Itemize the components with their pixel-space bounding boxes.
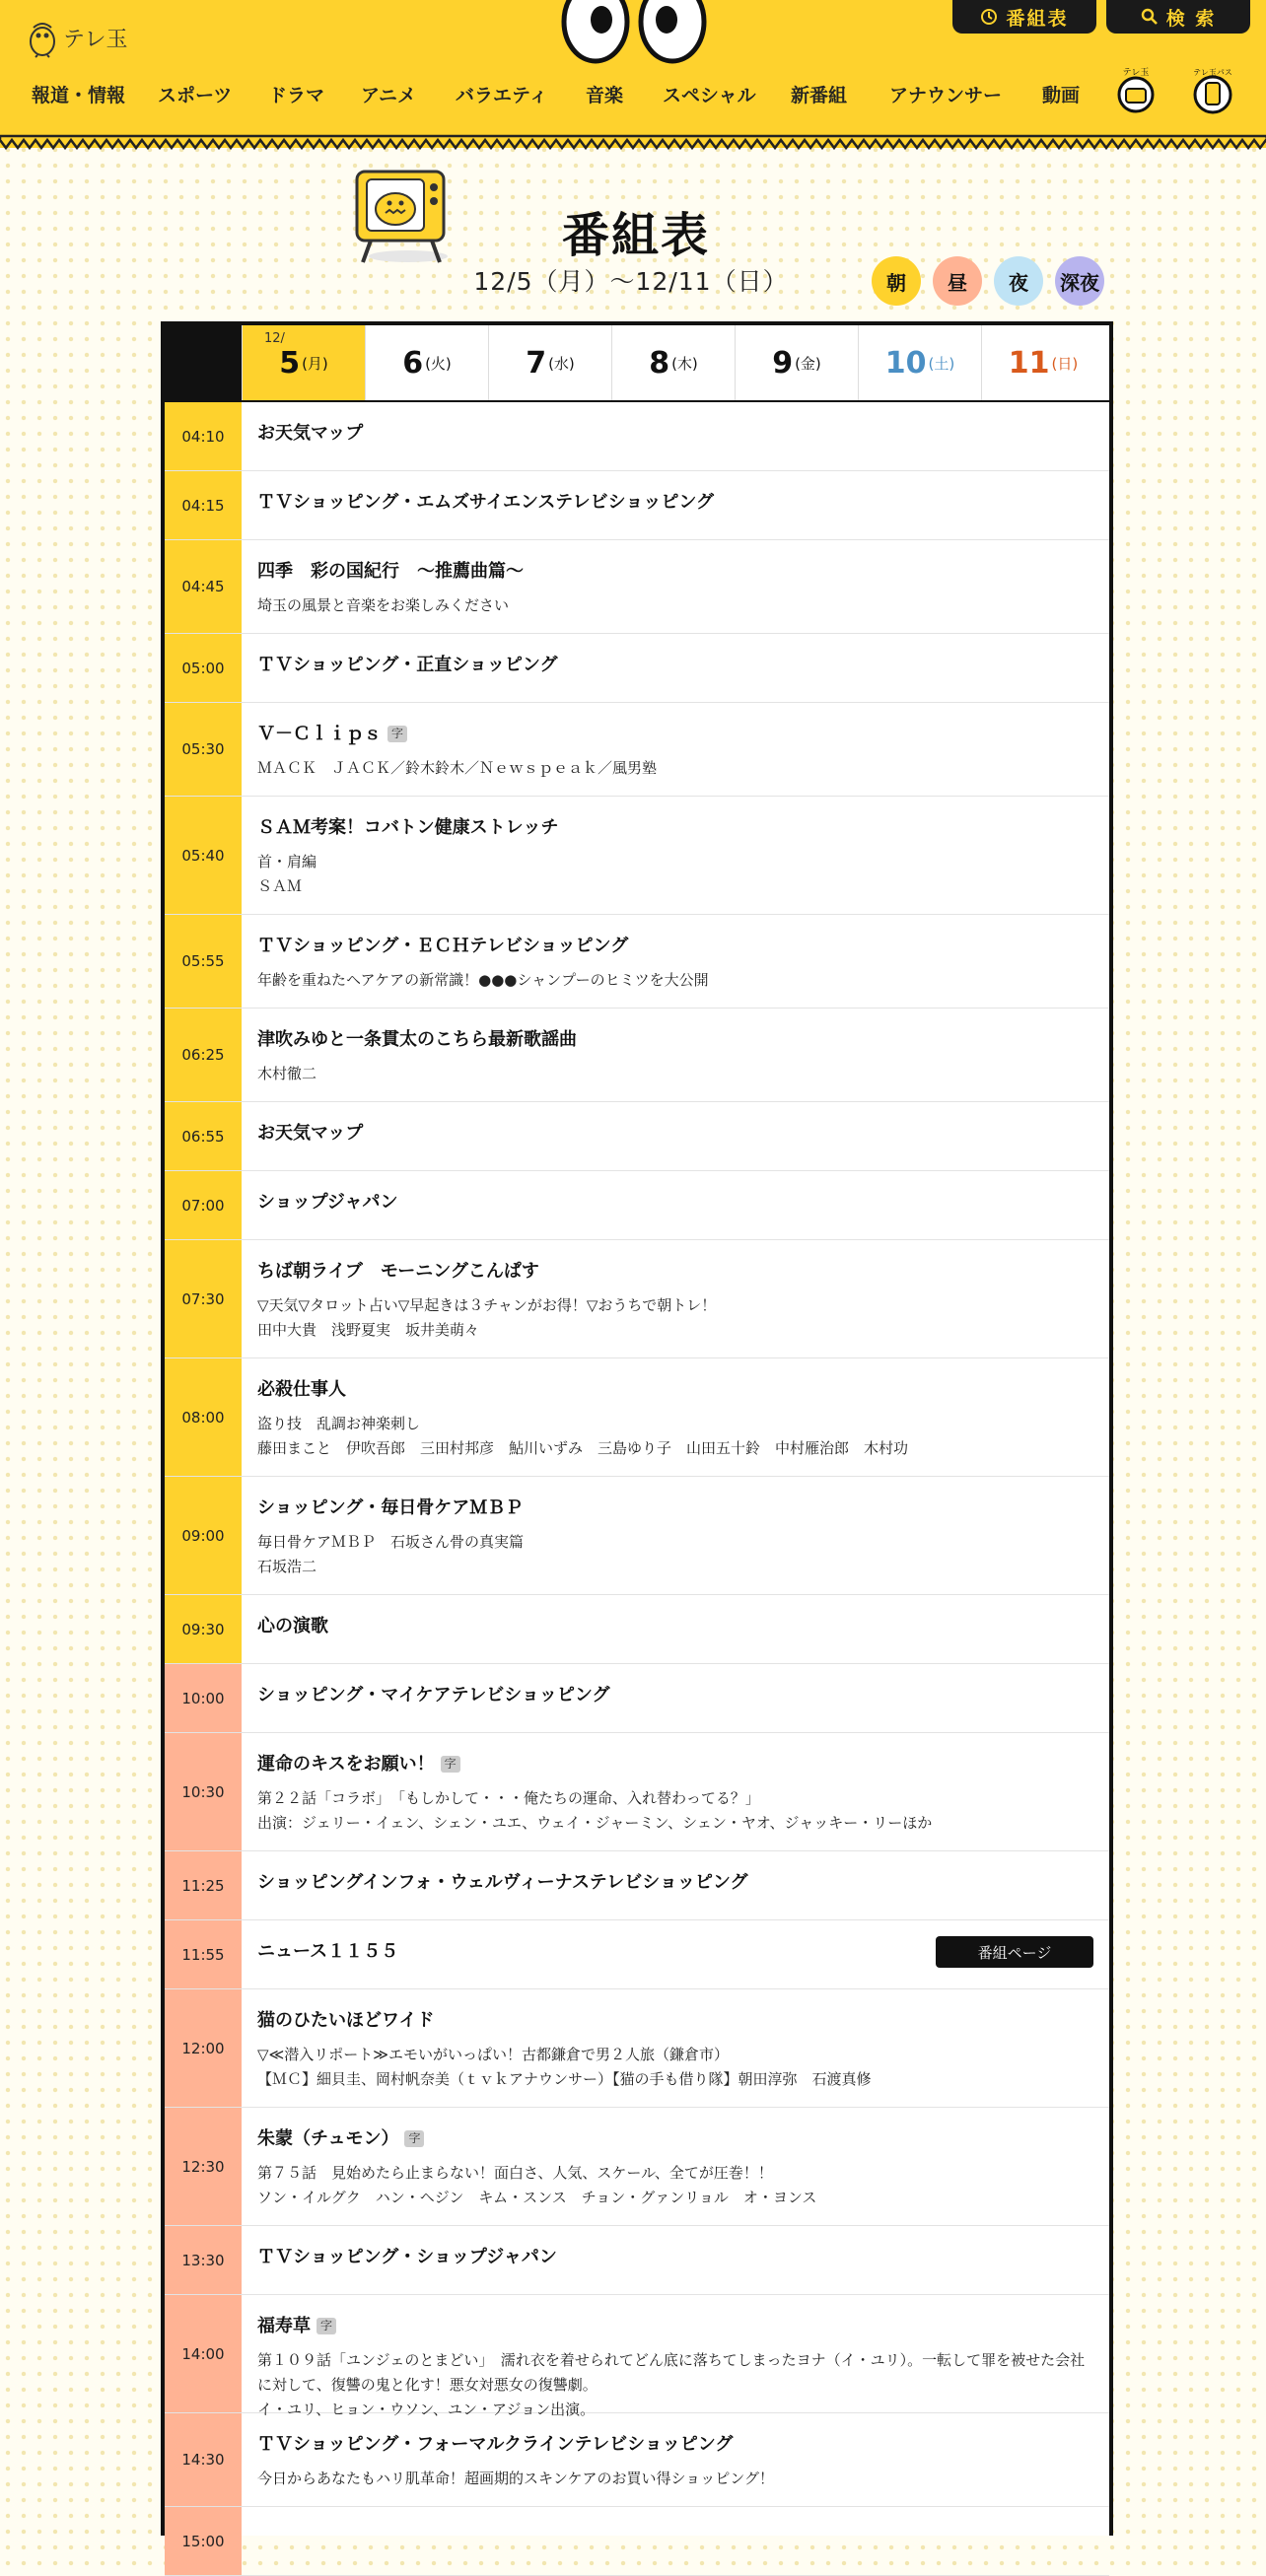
day-number: 11 — [1008, 345, 1050, 381]
program-row[interactable] — [165, 1989, 1109, 2108]
day-weekday: (木) — [671, 354, 698, 373]
program-title[interactable] — [257, 1753, 1093, 1776]
day-tab-9[interactable] — [735, 325, 858, 400]
program-time: 15:00 — [165, 2507, 242, 2575]
search-button[interactable] — [1106, 0, 1250, 34]
program-time: 14:00 — [165, 2295, 242, 2412]
nav-sports[interactable]: スポーツ — [158, 85, 233, 106]
program-description: 第１０９話「ユンジェのとまどい」 濡れ衣を着せられてどん底に落ちてしまったヨナ（イ・ユリ）。一転して罪を被せた会社に対して、復讐の鬼と化す！悪女対悪女の復讐劇。 イ・ユリ、ヒョン・ウソン、ユン・アジョン出演。 — [257, 2351, 1086, 2418]
program-time: 10:30 — [165, 1733, 242, 1850]
program-description: 首・肩編 ＳＡＭ — [257, 853, 317, 895]
program-content — [257, 935, 1093, 993]
program-title-text: ショッピング・毎日骨ケアＭＢＰ — [257, 1497, 524, 1518]
day-tab-10[interactable] — [858, 325, 981, 400]
program-title-text: 津吹みゆと一条貫太のこちら最新歌謡曲 — [257, 1029, 577, 1050]
period-evening-button[interactable] — [994, 256, 1043, 306]
program-title-text: 四季 彩の国紀行 ～推薦曲篇～ — [257, 561, 524, 582]
day-number: 7 — [526, 345, 547, 381]
program-title[interactable] — [257, 491, 1093, 515]
day-tabs — [165, 325, 1109, 402]
day-tab-6[interactable] — [365, 325, 488, 400]
subtitle-badge: 字 — [387, 726, 407, 742]
clock-icon — [980, 8, 998, 26]
svg-text:テレ玉パス: テレ玉パス — [1193, 68, 1232, 77]
teletama-pass-icon[interactable] — [1189, 65, 1236, 118]
program-content — [257, 491, 1093, 515]
program-title[interactable] — [257, 1028, 1093, 1052]
day-tab-11[interactable] — [981, 325, 1104, 400]
program-description: 木村徹二 — [257, 1065, 317, 1082]
program-title-text: ＴＶショッピング・ＥＣＨテレビショッピング — [257, 936, 629, 956]
period-noon-label: 昼 — [948, 270, 967, 295]
site-logo[interactable] — [28, 14, 136, 61]
program-content — [257, 1260, 1093, 1343]
page-title: 番組表 — [561, 208, 710, 263]
day-weekday: (日) — [1051, 354, 1079, 373]
program-content — [257, 654, 1093, 677]
nav-news[interactable]: 報道・情報 — [32, 85, 126, 106]
program-row[interactable] — [165, 471, 1109, 540]
program-content — [257, 1191, 1093, 1215]
day-number: 8 — [649, 345, 670, 381]
subtitle-badge: 字 — [316, 2318, 336, 2334]
program-content — [257, 422, 1093, 446]
program-title[interactable] — [257, 1191, 1093, 1215]
program-title-text: 運命のキスをお願い！ — [257, 1754, 435, 1775]
program-content — [257, 2009, 1093, 2092]
program-description: 今日からあなたもハリ肌革命！超画期的スキンケアのお買い得ショッピング！ — [257, 2470, 774, 2487]
program-title[interactable] — [257, 723, 1093, 746]
program-time: 08:00 — [165, 1358, 242, 1476]
program-title[interactable] — [257, 2433, 1093, 2457]
program-time: 05:40 — [165, 797, 242, 914]
period-morning-label: 朝 — [886, 270, 906, 295]
program-time: 09:30 — [165, 1595, 242, 1663]
program-title[interactable] — [257, 422, 1093, 446]
program-content — [257, 1122, 1093, 1146]
subtitle-badge: 字 — [441, 1756, 460, 1773]
program-row[interactable] — [165, 2295, 1109, 2418]
day-number: 6 — [402, 345, 424, 381]
program-time: 05:55 — [165, 915, 242, 1008]
program-description: 第２２話「コラボ」 「もしかして・・・俺たちの運命、入れ替わってる？」 出演：ジェリー・イェン、シェン・ユエ、ウェイ・ジャーミン、シェン・ヤオ、ジャッキー・リーほか — [257, 1789, 933, 1832]
program-description: ▽≪潜入リポート≫エモいがいっぱい！古都鎌倉で男２人旅（鎌倉市） 【ＭＣ】細貝圭、岡村帆奈美（ｔｖｋアナウンサー）【猫の手も借り隊】朝田淳弥 石渡真修 — [257, 2046, 872, 2088]
program-time: 07:30 — [165, 1240, 242, 1358]
program-content — [257, 1871, 1093, 1895]
logo-text: テレ玉 — [63, 27, 128, 52]
program-content — [257, 2127, 1093, 2210]
program-time: 10:00 — [165, 1664, 242, 1732]
program-title[interactable] — [257, 1122, 1093, 1146]
program-title[interactable] — [257, 2127, 1093, 2151]
program-title[interactable] — [257, 1378, 1093, 1402]
program-time: 04:15 — [165, 471, 242, 539]
program-title-text: お天気マップ — [257, 1123, 364, 1144]
program-row[interactable] — [165, 1358, 1109, 1477]
search-icon — [1141, 8, 1159, 26]
program-time: 05:30 — [165, 703, 242, 796]
day-number: 9 — [772, 345, 794, 381]
program-title-text: お天気マップ — [257, 423, 364, 444]
program-title-text: ＴＶショッピング・エムズサイエンステレビショッピング — [257, 492, 714, 513]
program-time: 11:55 — [165, 1920, 242, 1988]
nav-anime[interactable]: アニメ — [361, 85, 417, 106]
program-title[interactable] — [257, 654, 1093, 677]
date-range: 12/5（月）〜12/11（日） — [473, 267, 789, 296]
program-title-text: ＳＡＭ考案！コバトン健康ストレッチ — [257, 817, 559, 838]
nav-video[interactable]: 動画 — [1042, 85, 1081, 106]
program-title[interactable] — [257, 560, 1093, 584]
program-time: 04:45 — [165, 540, 242, 633]
program-row[interactable] — [165, 1733, 1109, 1851]
program-title[interactable] — [257, 2009, 1093, 2033]
program-title-text: ニュース１１５５ — [257, 1941, 399, 1962]
tv-mascot-icon — [349, 166, 452, 264]
program-content — [257, 723, 1093, 781]
program-title-text: ＴＶショッピング・正直ショッピング — [257, 655, 558, 675]
program-time: 04:10 — [165, 402, 242, 470]
program-time: 05:00 — [165, 634, 242, 702]
day-weekday: (金) — [795, 354, 821, 373]
day-number: 5 — [279, 345, 301, 381]
program-description: 盗り技 乱調お神楽刺し 藤田まこと 伊吹吾郎 三田村邦彦 鮎川いずみ 三島ゆり子 山田五十鈴 中村雁治郎 木村功 — [257, 1415, 909, 1457]
program-description: 年齢を重ねたヘアケアの新常識！●●●シャンプーのヒミツを大公開 — [257, 971, 709, 989]
program-title[interactable] — [257, 935, 1093, 958]
day-weekday: (火) — [425, 354, 452, 373]
program-time: 09:00 — [165, 1477, 242, 1594]
program-title[interactable] — [257, 1260, 1093, 1284]
program-title-text: ＴＶショッピング・フォーマルクラインテレビショッピング — [257, 2434, 734, 2455]
program-title-text: Ｖ－Ｃｌｉｐｓ — [257, 724, 382, 744]
program-time: 11:25 — [165, 1851, 242, 1919]
program-content — [257, 1028, 1093, 1086]
program-row[interactable] — [165, 634, 1109, 703]
program-title[interactable] — [257, 816, 1093, 840]
svg-text:テレ玉: テレ玉 — [1122, 68, 1150, 78]
program-title[interactable] — [257, 1684, 1093, 1707]
program-content — [257, 1378, 1093, 1461]
program-row[interactable] — [165, 1920, 1109, 1989]
program-row[interactable] — [165, 1851, 1109, 1920]
program-row[interactable] — [165, 2226, 1109, 2295]
program-row[interactable] — [165, 2413, 1109, 2507]
program-row[interactable] — [165, 1171, 1109, 1240]
program-row[interactable] — [165, 540, 1109, 634]
day-weekday: (水) — [548, 354, 575, 373]
period-evening-label: 夜 — [1009, 270, 1028, 295]
program-title[interactable] — [257, 1497, 1093, 1520]
period-latenight-button[interactable] — [1055, 256, 1104, 306]
program-description: 毎日骨ケアＭＢＰ 石坂さん骨の真実篇 石坂浩二 — [257, 1533, 525, 1575]
schedule-button-label: 番組表 — [1006, 7, 1069, 30]
program-row[interactable] — [165, 2507, 1109, 2576]
program-row[interactable] — [165, 1240, 1109, 1358]
program-title[interactable] — [257, 2246, 1093, 2269]
nav-special[interactable]: スペシャル — [663, 85, 756, 106]
teletama-app-icon[interactable] — [1114, 65, 1158, 116]
program-title-text: 朱蒙（チュモン） — [257, 2128, 399, 2149]
program-content — [257, 560, 1093, 618]
main-nav — [0, 81, 1266, 116]
schedule-table — [161, 321, 1113, 2550]
program-row[interactable] — [165, 703, 1109, 797]
day-number: 10 — [884, 345, 927, 381]
nav-music[interactable]: 音楽 — [586, 85, 624, 106]
program-title-text: ショップジャパン — [257, 1192, 398, 1213]
program-time: 07:00 — [165, 1171, 242, 1239]
table-corner — [165, 325, 242, 400]
program-title[interactable] — [257, 1871, 1093, 1895]
program-row[interactable] — [165, 2108, 1109, 2226]
period-noon-button[interactable] — [933, 256, 982, 306]
header-zigzag-edge — [0, 136, 1266, 150]
day-tab-7[interactable] — [488, 325, 611, 400]
program-content — [257, 816, 1093, 899]
program-content — [257, 1497, 1093, 1579]
program-title-text: 福寿草 — [257, 2316, 311, 2336]
program-description: 第７５話 見始めたら止まらない！面白さ、人気、スケール、全てが圧巻！！ ソン・イルグク ハン・ヘジン キム・スンス チョン・グァンリョル オ・ヨンス — [257, 2164, 817, 2206]
program-content — [257, 1684, 1093, 1707]
program-time: 12:30 — [165, 2108, 242, 2225]
program-title[interactable] — [257, 2315, 1093, 2338]
program-row[interactable] — [165, 1009, 1109, 1102]
nav-announcer[interactable]: アナウンサー — [889, 85, 1003, 106]
program-row[interactable] — [165, 797, 1109, 915]
program-title-text: ＴＶショッピング・ショップジャパン — [257, 2247, 557, 2267]
program-title-text: ショッピングインフォ・ウェルヴィーナステレビショッピング — [257, 1872, 748, 1893]
program-row[interactable] — [165, 1664, 1109, 1733]
period-morning-button[interactable] — [872, 256, 921, 306]
program-description: ＭＡＣＫ ＪＡＣＫ／鈴木鈴木／Ｎｅｗｓｐｅａｋ／風男塾 — [257, 759, 658, 777]
program-time: 06:25 — [165, 1009, 242, 1101]
program-title-text: 心の演歌 — [257, 1616, 328, 1636]
program-time: 12:00 — [165, 1989, 242, 2107]
program-time: 13:30 — [165, 2226, 242, 2294]
day-weekday: (月) — [302, 354, 328, 373]
subtitle-badge: 字 — [404, 2130, 424, 2147]
schedule-button[interactable] — [952, 0, 1096, 34]
program-description: 埼玉の風景と音楽をお楽しみください — [257, 596, 510, 614]
day-month: 12/ — [264, 331, 285, 346]
program-description: ▽天気▽タロット占い▽早起きは３チャンがお得！▽おうちで朝トレ！ 田中大貴 浅野夏実 坂井美萌々 — [257, 1296, 717, 1339]
nav-new-programs[interactable]: 新番組 — [791, 85, 848, 106]
program-time: 14:30 — [165, 2413, 242, 2506]
program-row[interactable] — [165, 1595, 1109, 1664]
program-row[interactable] — [165, 1477, 1109, 1595]
program-title[interactable] — [257, 1615, 1093, 1638]
program-content — [257, 2433, 1093, 2491]
mascot-logo-icon — [28, 18, 57, 57]
program-row[interactable] — [165, 1102, 1109, 1171]
program-content — [257, 2246, 1093, 2269]
day-tab-8[interactable] — [611, 325, 735, 400]
day-weekday: (土) — [928, 354, 955, 373]
nav-variety[interactable]: バラエティ — [456, 85, 548, 106]
program-row[interactable] — [165, 402, 1109, 471]
program-page-button[interactable]: 番組ページ — [936, 1936, 1093, 1968]
program-content — [257, 1753, 1093, 1836]
program-title-text: 猫のひたいほどワイド — [257, 2010, 435, 2031]
nav-drama[interactable]: ドラマ — [268, 85, 325, 106]
program-row[interactable] — [165, 915, 1109, 1009]
program-title-text: ちば朝ライブ モーニングこんぱす — [257, 1261, 539, 1282]
program-content — [257, 2315, 1093, 2422]
day-tab-5[interactable] — [242, 325, 365, 400]
site-header — [0, 0, 1266, 148]
mascot-eyes-icon — [560, 0, 708, 65]
program-time: 06:55 — [165, 1102, 242, 1170]
search-button-label: 検 索 — [1165, 7, 1217, 30]
program-content — [257, 1615, 1093, 1638]
program-title-text: 必殺仕事人 — [257, 1379, 346, 1400]
program-title-text: ショッピング・マイケアテレビショッピング — [257, 1685, 610, 1706]
period-latenight-label: 深夜 — [1060, 270, 1099, 295]
